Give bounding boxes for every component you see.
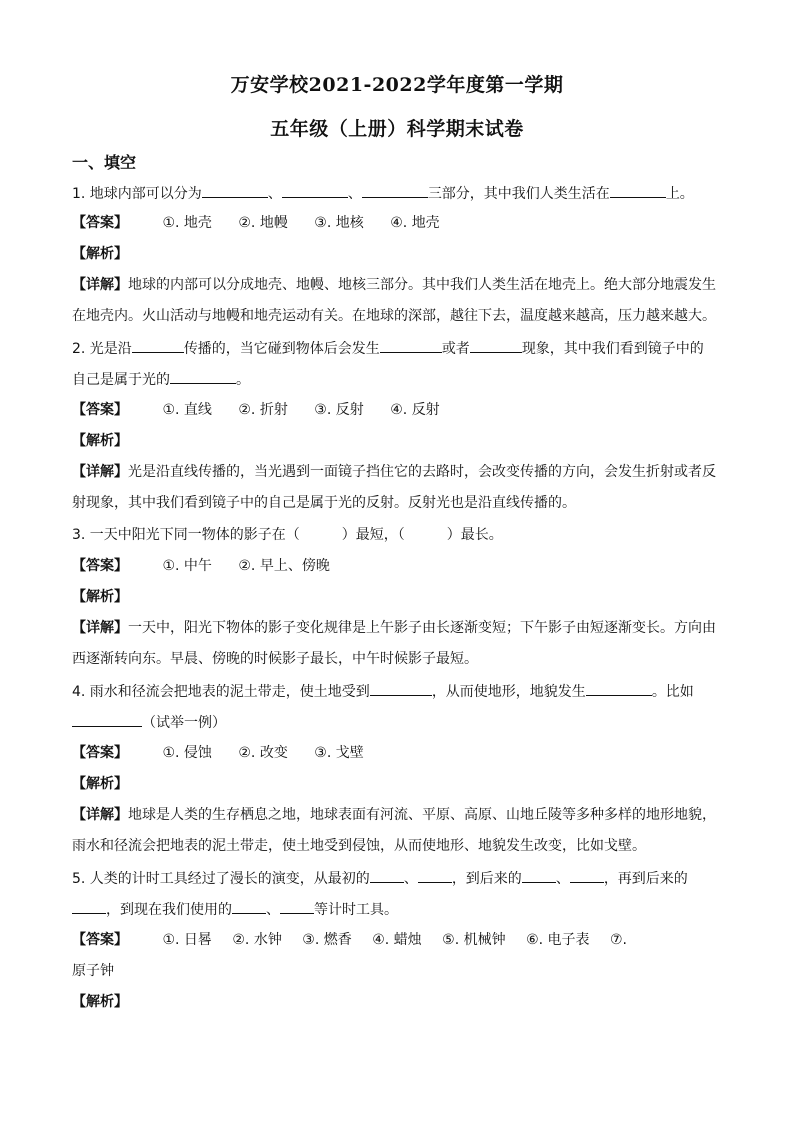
detail-4b: 雨水和径流会把地表的泥土带走，使土地受到侵蚀，从而使地形、地貌发生改变，比如戈壁。 bbox=[72, 838, 646, 854]
blank bbox=[570, 868, 604, 883]
detail-4a: 【详解】地球是人类的生存栖息之地，地球表面有河流、平原、高原、山地丘陵等多种多样的地形地貌， bbox=[72, 807, 716, 823]
answer-option: ③. 地核 bbox=[314, 215, 364, 231]
exam-subtitle: 五年级（上册）科学期末试卷 bbox=[270, 118, 524, 140]
answer-tag: 【答案】 bbox=[72, 215, 128, 231]
blank bbox=[72, 712, 142, 727]
blank bbox=[522, 868, 556, 883]
question-5-cont: ，到现在我们使用的 、 等计时工具。 bbox=[72, 899, 732, 920]
blank bbox=[362, 183, 428, 198]
detail-3a: 【详解】一天中，阳光下物体的影子变化规律是上午影子由长逐渐变短；下午影子由短逐渐变长。方向由 bbox=[72, 620, 716, 636]
detail-1b: 在地壳内。火山活动与地幔和地壳运动有关。在地球的深部，越往下去，温度越来越高，压力越来越大。 bbox=[72, 308, 716, 324]
blank bbox=[202, 183, 268, 198]
detail-2a: 【详解】光是沿直线传播的，当光遇到一面镜子挡住它的去路时，会改变传播的方向，会发生折射或者反 bbox=[72, 464, 716, 480]
answer-option: ④. 地壳 bbox=[390, 215, 440, 231]
analysis-tag: 【解析】 bbox=[72, 994, 128, 1010]
blank bbox=[232, 899, 266, 914]
analysis-tag: 【解析】 bbox=[72, 433, 128, 449]
detail-3b: 西逐渐转向东。早晨、傍晚的时候影子最长，中午时候影子最短。 bbox=[72, 651, 478, 667]
blank bbox=[418, 868, 452, 883]
blank bbox=[72, 899, 106, 914]
analysis-tag: 【解析】 bbox=[72, 246, 128, 262]
blank bbox=[280, 899, 314, 914]
analysis-tag: 【解析】 bbox=[72, 776, 128, 792]
section-heading: 一、填空 bbox=[72, 153, 137, 172]
question-2: 2. 光是沿 传播的，当它碰到物体后会发生 或者 现象，其中我们看到镜子中的 bbox=[72, 338, 732, 359]
blank bbox=[586, 681, 652, 696]
answer-option: ①. 地壳 bbox=[162, 215, 212, 231]
blank bbox=[470, 338, 522, 353]
answer-row-1 bbox=[72, 213, 732, 233]
blank bbox=[170, 369, 236, 384]
exam-title: 万安学校2021-2022学年度第一学期 bbox=[230, 74, 564, 96]
blank bbox=[380, 338, 442, 353]
blank bbox=[132, 338, 184, 353]
detail-1a: 【详解】地球的内部可以分成地壳、地幔、地核三部分。其中我们人类生活在地壳上。绝大部分地震发生 bbox=[72, 277, 716, 293]
answer-row-4: 【答案】 ①. 侵蚀 ②. 改变 ③. 戈壁 bbox=[72, 745, 364, 761]
question-4-cont: （试举一例） bbox=[72, 712, 732, 733]
blank bbox=[610, 183, 666, 198]
analysis-tag: 【解析】 bbox=[72, 589, 128, 605]
blank bbox=[370, 681, 432, 696]
question-1: 1. 地球内部可以分为 、 、 三部分，其中我们人类生活在 上。 bbox=[72, 183, 732, 204]
question-5: 5. 人类的计时工具经过了漫长的演变，从最初的 、 ，到后来的 、 ，再到后来的 bbox=[72, 868, 732, 889]
detail-2b: 射现象，其中我们看到镜子中的自己是属于光的反射。反射光也是沿直线传播的。 bbox=[72, 495, 576, 511]
question-2-cont: 自己是属于光的 。 bbox=[72, 369, 732, 390]
answer-row-2: 【答案】 ①. 直线 ②. 折射 ③. 反射 ④. 反射 bbox=[72, 402, 440, 418]
question-4: 4. 雨水和径流会把地表的泥土带走，使土地受到 ，从而使地形，地貌发生 。比如 bbox=[72, 681, 732, 702]
answer-row-5: 【答案】 ①. 日晷 ②. 水钟 ③. 燃香 ④. 蜡烛 ⑤. 机械钟 ⑥. 电子表 ⑦. bbox=[72, 932, 627, 948]
answer-row-3: 【答案】 ①. 中午 ②. 早上、傍晚 bbox=[72, 558, 330, 574]
question-3: 3. 一天中阳光下同一物体的影子在（ ）最短，（ ）最长。 bbox=[72, 527, 503, 543]
blank bbox=[282, 183, 348, 198]
answer-option: ②. 地幔 bbox=[238, 215, 288, 231]
blank bbox=[370, 868, 404, 883]
answer-row-5-cont: 原子钟 bbox=[72, 963, 114, 979]
